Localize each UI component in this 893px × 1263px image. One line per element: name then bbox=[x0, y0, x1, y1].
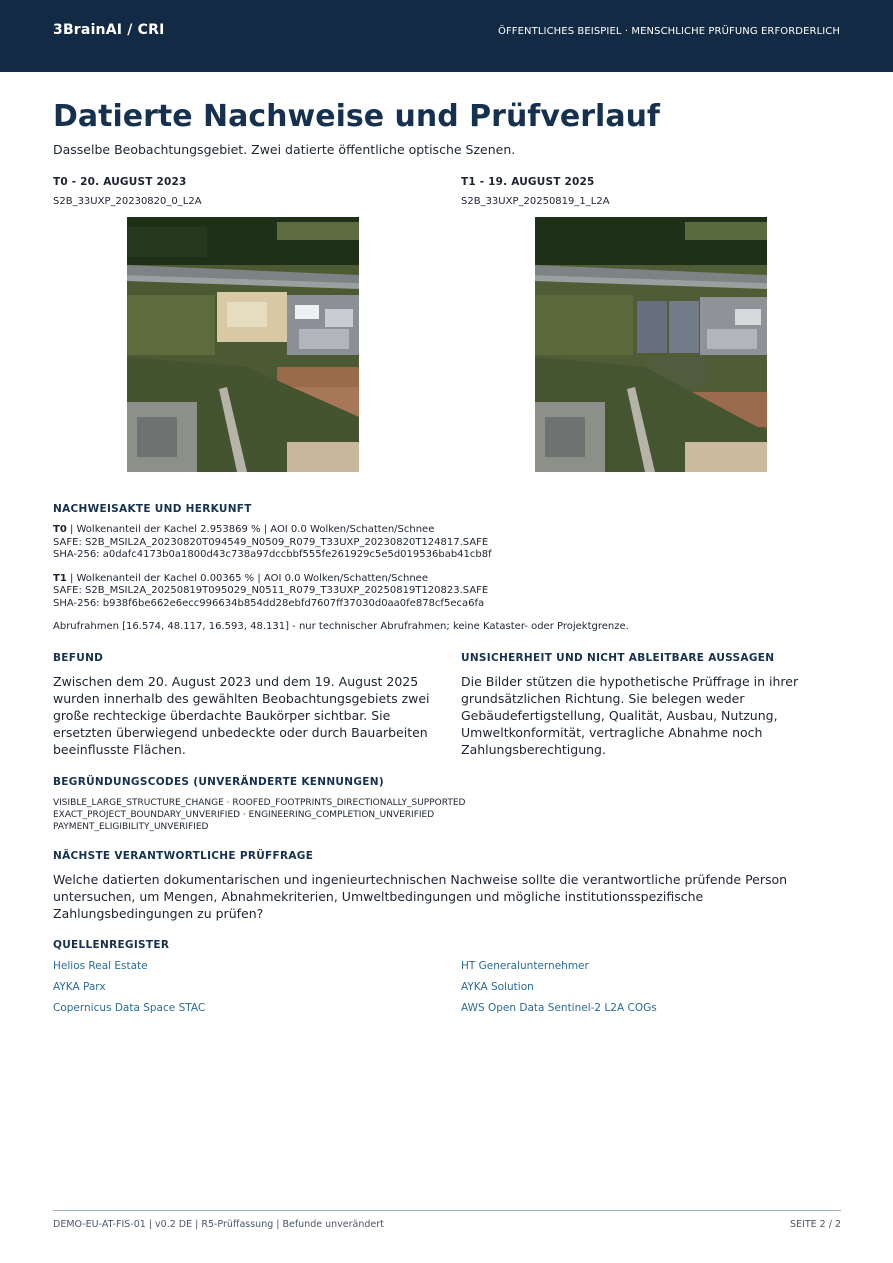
uncertainty-title: UNSICHERHEIT UND NICHT ABLEITBARE AUSSAGEN bbox=[461, 652, 775, 664]
codes-section bbox=[53, 776, 841, 833]
source-link[interactable]: Copernicus Data Space STAC bbox=[53, 1002, 206, 1014]
provenance-section bbox=[53, 503, 841, 632]
frame-note: Abrufrahmen [16.574, 48.117, 16.593, 48.131] - nur technischer Abrufrahmen; keine Kataster- oder Projektgrenze. bbox=[53, 621, 629, 632]
source-link[interactable]: AWS Open Data Sentinel-2 L2A COGs bbox=[461, 1002, 657, 1014]
codes-title: BEGRÜNDUNGSCODES (UNVERÄNDERTE KENNUNGEN) bbox=[53, 776, 384, 788]
source-link[interactable]: HT Generalunternehmer bbox=[461, 960, 589, 972]
satellite-image-t0 bbox=[127, 217, 359, 472]
scene-t1-id: S2B_33UXP_20250819_1_L2A bbox=[461, 196, 610, 207]
sources-columns bbox=[53, 959, 841, 1022]
header-bar bbox=[0, 0, 893, 72]
provenance-t1 bbox=[53, 573, 841, 611]
t1-tag: T1 bbox=[53, 572, 67, 584]
question-section bbox=[53, 850, 841, 922]
footer-divider bbox=[53, 1210, 841, 1211]
t0-cloud: | Wolkenanteil der Kachel 2.953869 % | AOI 0.0 Wolken/Schatten/Schnee bbox=[66, 524, 435, 535]
t1-sha: SHA-256: b938f6be662e6ecc996634b854dd28ebfd7607ff37030d0aa0fe878cf5eca6fa bbox=[53, 597, 485, 609]
question-title: NÄCHSTE VERANTWORTLICHE PRÜFFRAGE bbox=[53, 850, 314, 862]
question-text: Welche datierten dokumentarischen und ingenieurtechnischen Nachweise sollte die verantwortliche prüfende Person untersuchen, um Mengen, Abnahmekriterien, Umweltbedingungen und mögliche institutionsspezifische Zahlungsbedingungen zu prüfen? bbox=[53, 872, 788, 921]
finding-title: BEFUND bbox=[53, 652, 104, 664]
finding-text: Zwischen dem 20. August 2023 und dem 19. August 2025 wurden innerhalb des gewählten Beobachtungsgebiets zwei große rechteckige überdachte Baukörper sichtbar. Sie ersetzten überwiegend unbedeckte oder durch Bauarbeiten beeinflusste Flächen. bbox=[53, 674, 430, 757]
brand-title: 3BrainAI / CRI bbox=[53, 22, 165, 38]
code-line: VISIBLE_LARGE_STRUCTURE_CHANGE · ROOFED_FOOTPRINTS_DIRECTIONALLY_SUPPORTED bbox=[53, 798, 466, 808]
uncertainty-text: Die Bilder stützen die hypothetische Prüffrage in ihrer grundsätzlichen Richtung. Sie belegen weder Gebäudefertigstellung, Qualität, Ausbau, Nutzung, Umweltkonformität, vertragliche Abnahme noch Zahlungsberechtigung. bbox=[461, 674, 799, 757]
satellite-image-t1 bbox=[535, 217, 767, 472]
finding-section bbox=[53, 652, 433, 758]
page-title: Datierte Nachweise und Prüfverlauf bbox=[53, 99, 660, 134]
provenance-t0 bbox=[53, 524, 841, 562]
finding-columns bbox=[53, 652, 841, 758]
footer-document-id: DEMO-EU-AT-FIS-01 | v0.2 DE | R5-Prüffassung | Befunde unverändert bbox=[53, 1219, 384, 1230]
page-subtitle: Dasselbe Beobachtungsgebiet. Zwei datierte öffentliche optische Szenen. bbox=[53, 142, 516, 157]
source-link[interactable]: AYKA Parx bbox=[53, 981, 106, 993]
t1-safe: SAFE: S2B_MSIL2A_20250819T095029_N0511_R079_T33UXP_20250819T120823.SAFE bbox=[53, 585, 489, 596]
sources-left bbox=[53, 959, 433, 1022]
uncertainty-section bbox=[461, 652, 841, 758]
provenance-title: NACHWEISAKTE UND HERKUNFT bbox=[53, 503, 252, 515]
t0-safe: SAFE: S2B_MSIL2A_20230820T094549_N0509_R079_T33UXP_20230820T124817.SAFE bbox=[53, 536, 489, 548]
scene-t1 bbox=[461, 176, 841, 472]
footer-page-number: SEITE 2 / 2 bbox=[790, 1219, 841, 1230]
source-link[interactable]: Helios Real Estate bbox=[53, 960, 148, 972]
scene-t0-id: S2B_33UXP_20230820_0_L2A bbox=[53, 196, 202, 207]
scene-t1-label: T1 - 19. AUGUST 2025 bbox=[461, 176, 595, 188]
codes-list bbox=[53, 797, 841, 833]
scene-t0-label: T0 - 20. AUGUST 2023 bbox=[53, 176, 187, 188]
sources-title: QUELLENREGISTER bbox=[53, 939, 170, 951]
t0-tag: T0 bbox=[53, 524, 67, 535]
scene-columns bbox=[53, 176, 841, 472]
sources-section bbox=[53, 939, 841, 1022]
scene-t0 bbox=[53, 176, 433, 472]
code-line: EXACT_PROJECT_BOUNDARY_UNVERIFIED · ENGINEERING_COMPLETION_UNVERIFIED bbox=[53, 810, 435, 820]
sources-right bbox=[461, 959, 841, 1022]
header-note: ÖFFENTLICHES BEISPIEL · MENSCHLICHE PRÜFUNG ERFORDERLICH bbox=[497, 26, 840, 37]
source-link[interactable]: AYKA Solution bbox=[461, 981, 534, 993]
page-content bbox=[53, 96, 841, 1022]
code-line: PAYMENT_ELIGIBILITY_UNVERIFIED bbox=[53, 822, 209, 832]
t1-cloud: | Wolkenanteil der Kachel 0.00365 % | AOI 0.0 Wolken/Schatten/Schnee bbox=[66, 572, 428, 584]
t0-sha: SHA-256: a0dafc4173b0a1800d43c738a97dccbbf555fe261929c5e5d019536bab41cb8f bbox=[53, 549, 492, 560]
